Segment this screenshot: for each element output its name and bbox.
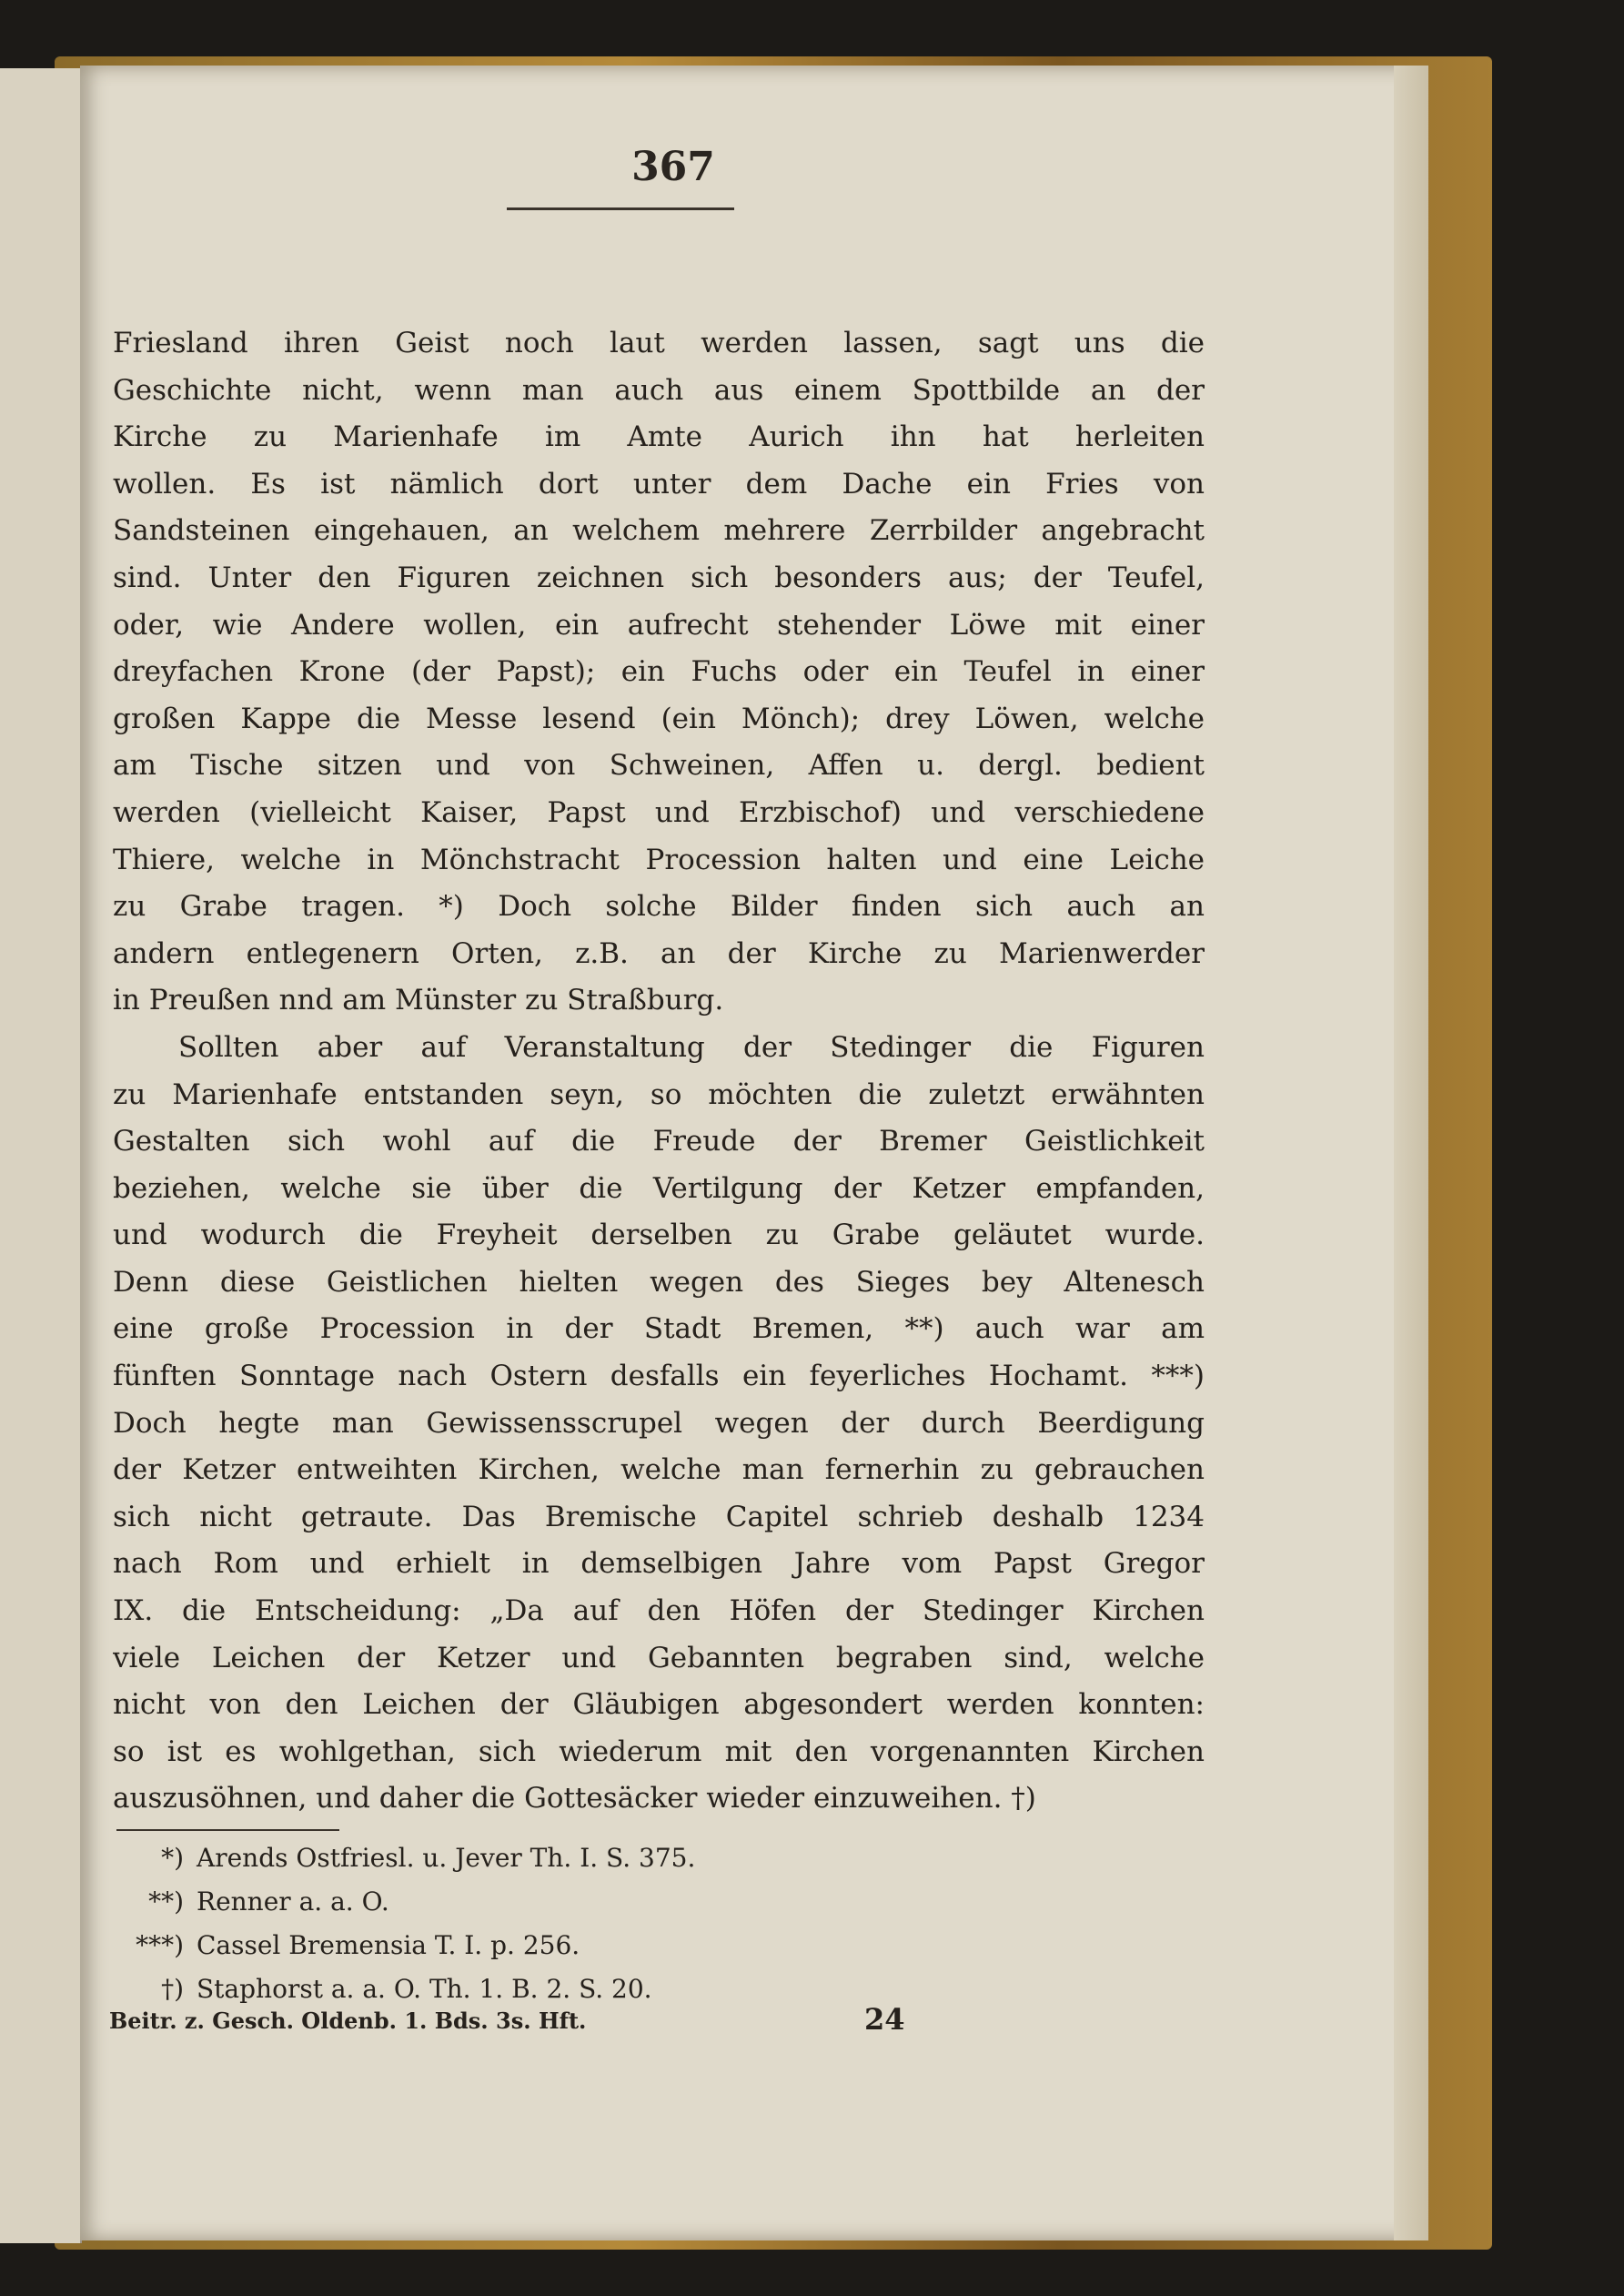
text-line: Friesland ihren Geist noch laut werden lassen, sagt uns die — [113, 327, 1205, 359]
text-line: werden (vielleicht Kaiser, Papst und Erzbischof) und verschiedene — [113, 795, 1205, 829]
page-edge — [1394, 66, 1428, 2240]
footnote-text: Arends Ostfriesl. u. Jever Th. I. S. 375. — [197, 1843, 696, 1873]
text-line: am Tische sitzen und von Schweinen, Affen u. dergl. bedient — [113, 749, 1205, 783]
footnote — [100, 1880, 919, 1924]
sheet-number: 24 — [864, 2002, 905, 2037]
text-line: dreyfachen Krone (der Papst); ein Fuchs oder ein Teufel in einer — [113, 655, 1205, 689]
footnote-mark: *) — [161, 1843, 184, 1873]
header-rule — [507, 207, 734, 210]
text-line: Geschichte nicht, wenn man auch aus einem Spottbilde an der — [113, 373, 1205, 407]
facing-page-edge — [0, 68, 82, 2243]
text-line: so ist es wohlgethan, sich wiederum mit den vorgenannten Kirchen — [113, 1735, 1205, 1768]
footnote-text: Renner a. a. O. — [197, 1886, 389, 1917]
text-line: IX. die Entscheidung: „Da auf den Höfen der Stedinger Kirchen — [113, 1594, 1205, 1628]
text-line: der Ketzer entweihten Kirchen, welche man fernerhin zu gebrauchen — [113, 1453, 1205, 1487]
text-line: zu Grabe tragen. *) Doch solche Bilder finden sich auch an — [113, 890, 1205, 924]
footnote-text: Cassel Bremensia T. I. p. 256. — [197, 1930, 580, 1960]
text-line: nicht von den Leichen der Gläubigen abgesondert werden konnten: — [113, 1688, 1205, 1722]
footnote-mark: †) — [161, 1974, 184, 2004]
text-line: auszusöhnen, und daher die Gottesäcker wieder einzuweihen. †) — [113, 1782, 1036, 1816]
text-line: sind. Unter den Figuren zeichnen sich besonders aus; der Teufel, — [113, 561, 1205, 594]
footnote-mark: **) — [148, 1886, 184, 1917]
text-line: sich nicht getraute. Das Bremische Capitel schrieb deshalb 1234 — [113, 1500, 1205, 1533]
text-line: Doch hegte man Gewissensscrupel wegen der durch Beerdigung — [113, 1406, 1205, 1440]
text-line: Sollten aber auf Veranstaltung der Stedinger die Figuren — [178, 1030, 1205, 1064]
text-line: andern entlegenern Orten, z.B. an der Kirche zu Marienwerder — [113, 936, 1205, 970]
text-line: wollen. Es ist nämlich dort unter dem Dache ein Fries von — [113, 467, 1205, 501]
footnote-rule — [116, 1829, 339, 1831]
footnote — [100, 1836, 919, 1880]
text-line: in Preußen nnd am Münster zu Straßburg. — [113, 984, 724, 1017]
printer-signature: Beitr. z. Gesch. Oldenb. 1. Bds. 3s. Hft. — [109, 2008, 587, 2034]
body-text — [113, 320, 1205, 1823]
text-line: Denn diese Geistlichen hielten wegen des Sieges bey Altenesch — [113, 1265, 1205, 1299]
footnote — [100, 1967, 919, 2011]
text-line: Kirche zu Marienhafe im Amte Aurich ihn hat herleiten — [113, 420, 1205, 454]
text-line: großen Kappe die Messe lesend (ein Mönch); drey Löwen, welche — [113, 702, 1205, 735]
text-line: eine große Procession in der Stadt Bremen, **) auch war am — [113, 1312, 1205, 1346]
text-line: Sandsteinen eingehauen, an welchem mehrere Zerrbilder angebracht — [113, 514, 1205, 548]
text-line: oder, wie Andere wollen, ein aufrecht stehender Löwe mit einer — [113, 608, 1205, 642]
text-line: beziehen, welche sie über die Vertilgung der Ketzer empfanden, — [113, 1171, 1205, 1205]
text-line: Gestalten sich wohl auf die Freude der Bremer Geistlichkeit — [113, 1125, 1205, 1158]
page-number: 367 — [631, 144, 715, 190]
text-line: und wodurch die Freyheit derselben zu Grabe geläutet wurde. — [113, 1219, 1205, 1252]
text-line: viele Leichen der Ketzer und Gebannten begraben sind, welche — [113, 1641, 1205, 1674]
footnote-text: Staphorst a. a. O. Th. 1. B. 2. S. 20. — [197, 1974, 652, 2004]
text-line: fünften Sonntage nach Ostern desfalls ein feyerliches Hochamt. ***) — [113, 1360, 1205, 1393]
text-line: nach Rom und erhielt in demselbigen Jahre vom Papst Gregor — [113, 1547, 1205, 1581]
footnotes — [100, 1836, 919, 2011]
text-line: zu Marienhafe entstanden seyn, so möchten die zuletzt erwähnten — [113, 1077, 1205, 1111]
text-line: Thiere, welche in Mönchstracht Procession halten und eine Leiche — [113, 843, 1205, 876]
footnote-mark: ***) — [136, 1930, 184, 1960]
footnote — [100, 1924, 919, 1967]
